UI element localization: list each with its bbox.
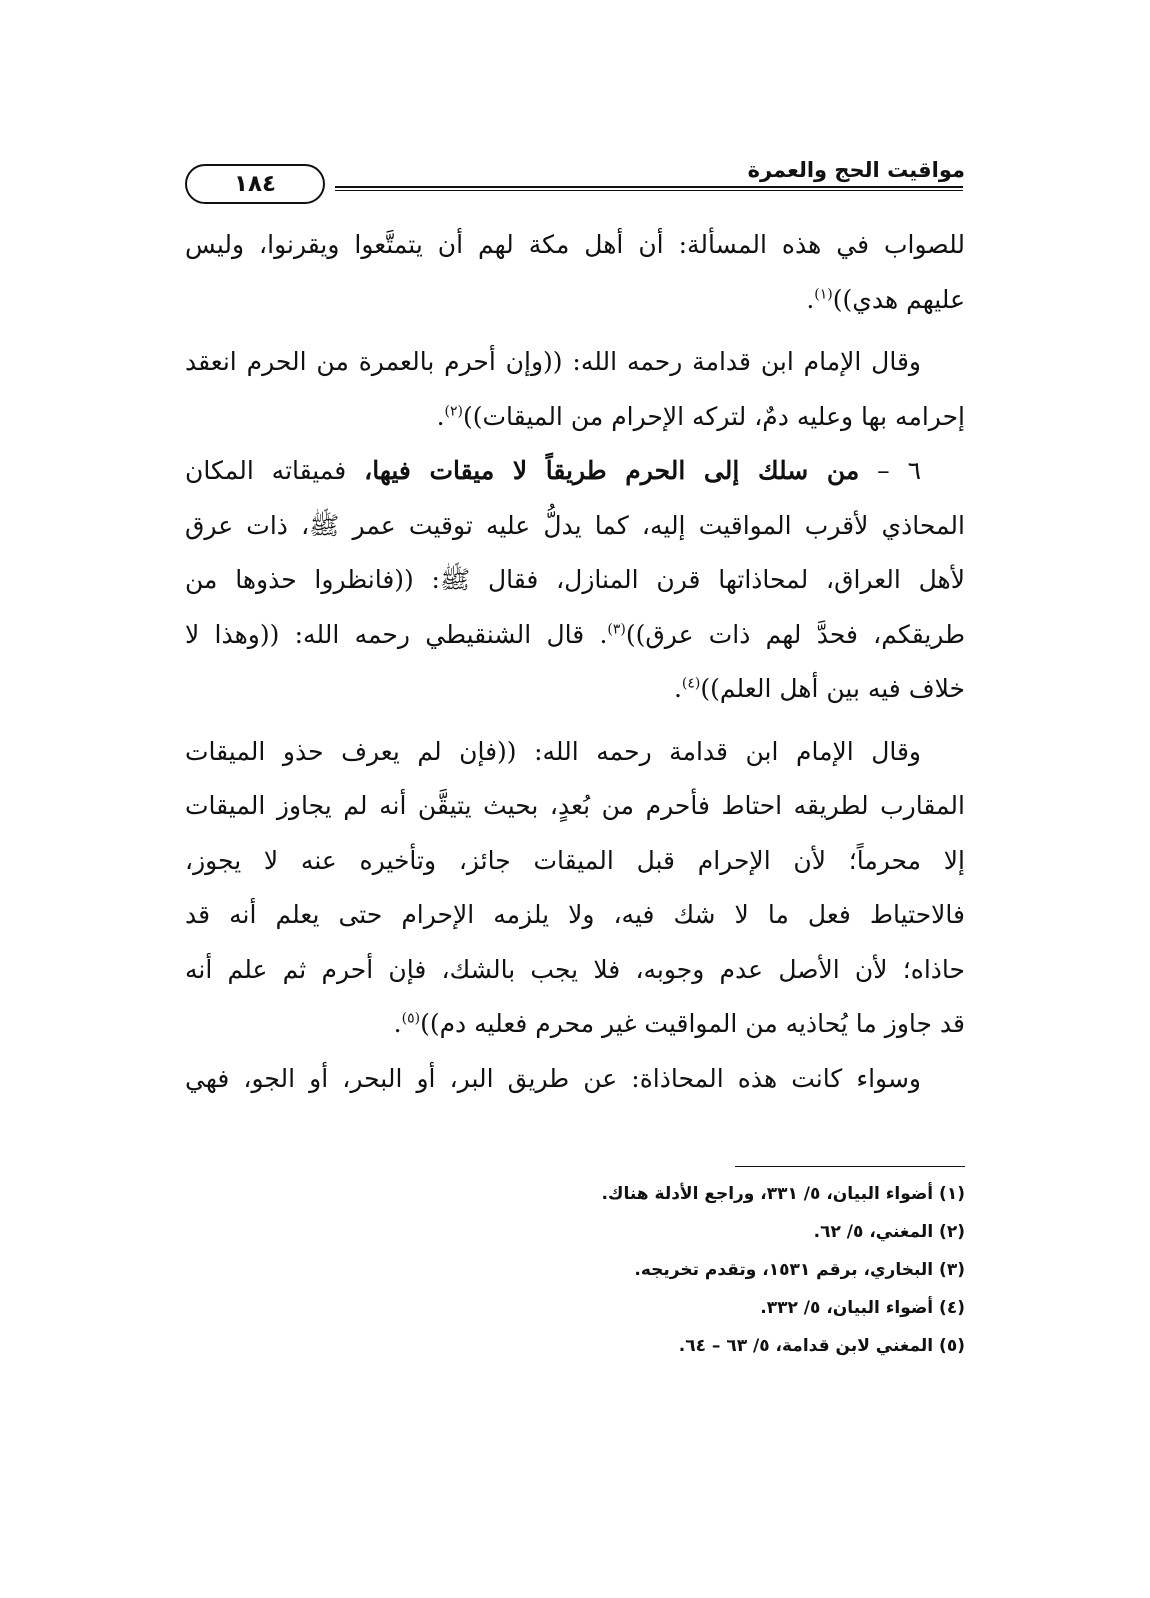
footnote-3: (٣) البخاري، برقم ١٥٣١، وتقدم تخريجه. <box>634 1260 965 1280</box>
bold-heading: من سلك إلى الحرم طريقاً لا ميقات فيها، <box>364 456 860 485</box>
footnote-ref: (٢) <box>444 403 464 420</box>
text-line <box>185 553 965 608</box>
text-line <box>185 662 965 717</box>
footnote-5: (٥) المغني لابن قدامة، ٥/ ٦٣ – ٦٤. <box>678 1336 965 1356</box>
line-tail: . قال الشنقيطي رحمه الله: ((وهذا لا <box>185 619 608 649</box>
line-text: وقال الإمام ابن قدامة رحمه الله: ((وإن أحرم بالعمرة من الحرم انعقد <box>185 347 921 376</box>
header-rule <box>335 186 963 188</box>
text-line <box>185 335 965 390</box>
line-tail: . <box>806 284 815 314</box>
page-header <box>185 150 965 210</box>
footnote-ref: (٥) <box>401 1010 421 1027</box>
line-text: قد جاوز ما يُحاذيه من المواقيت غير محرم فعليه دم)) <box>420 1009 965 1038</box>
line-text: المقارب لطريقه احتاط فأحرم من بُعدٍ، بحيث يتيقَّن أنه لم يجاوز الميقات <box>185 791 965 820</box>
footnote-separator <box>735 1166 965 1167</box>
text-line <box>185 218 965 273</box>
text-line <box>185 390 965 445</box>
line-text: إلا محرماً؛ لأن الإحرام قبل الميقات جائز، وتأخيره عنه لا يجوز، <box>185 845 965 875</box>
text-line <box>185 273 965 328</box>
footnote-ref: (٤) <box>681 675 701 692</box>
footnote-1: (١) أضواء البيان، ٥/ ٣٣١، وراجع الأدلة هناك. <box>601 1184 965 1204</box>
line-text: المحاذي لأقرب المواقيت إليه، كما يدلُّ عليه توقيت عمر ﷺ، ذات عرق <box>185 510 965 540</box>
line-text: لأهل العراق، لمحاذاتها قرن المنازل، فقال ﷺ: ((فانظروا حذوها من <box>185 565 965 594</box>
line-tail: . <box>673 674 682 703</box>
header-rule-thin <box>335 190 963 191</box>
footnote-ref: (٣) <box>607 621 626 638</box>
line-text: للصواب في هذه المسألة: أن أهل مكة لهم أن يتمتَّعوا ويقرنوا، وليس <box>185 230 965 259</box>
text-line <box>185 499 965 554</box>
line-text: عليهم هدي)) <box>832 284 965 314</box>
text-line <box>185 834 965 889</box>
text-line <box>185 725 965 780</box>
line-text: وقال الإمام ابن قدامة رحمه الله: ((فإن لم يعرف حذو الميقات <box>185 736 921 766</box>
line-tail: . <box>436 401 445 431</box>
text-line <box>185 943 965 998</box>
line-text: إحرامه بها وعليه دمٌ، لتركه الإحرام من الميقات)) <box>463 401 965 431</box>
text-line <box>185 608 965 663</box>
text-line <box>185 997 965 1052</box>
footnotes <box>185 1175 965 1365</box>
line-text: فالاحتياط فعل ما لا شك فيه، ولا يلزمه الإحرام حتى يعلم أنه قد <box>185 900 965 929</box>
line-tail: . <box>393 1009 402 1038</box>
item-number: ٦ – <box>859 456 921 485</box>
line-text: خلاف فيه بين أهل العلم)) <box>700 674 965 703</box>
footnote-4: (٤) أضواء البيان، ٥/ ٣٣٢. <box>760 1298 965 1318</box>
text-line <box>185 444 965 499</box>
footnote-2: (٢) المغني، ٥/ ٦٢. <box>813 1222 965 1242</box>
main-text <box>185 218 965 1106</box>
footnote-ref: (١) <box>814 286 833 303</box>
text-line <box>185 779 965 834</box>
line-text: فميقاته المكان <box>185 456 365 485</box>
line-text: حاذاه؛ لأن الأصل عدم وجوبه، فلا يجب بالشك، فإن أحرم ثم علم أنه <box>185 954 965 984</box>
line-text: طريقكم، فحدَّ لهم ذات عرق)) <box>625 619 965 649</box>
text-line <box>185 888 965 943</box>
page-number: ١٨٤ <box>185 164 325 204</box>
running-title: مواقيت الحج والعمرة <box>747 158 965 182</box>
line-text: وسواء كانت هذه المحاذاة: عن طريق البر، أو البحر، أو الجو، فهي <box>185 1063 921 1093</box>
text-line <box>185 1052 965 1107</box>
